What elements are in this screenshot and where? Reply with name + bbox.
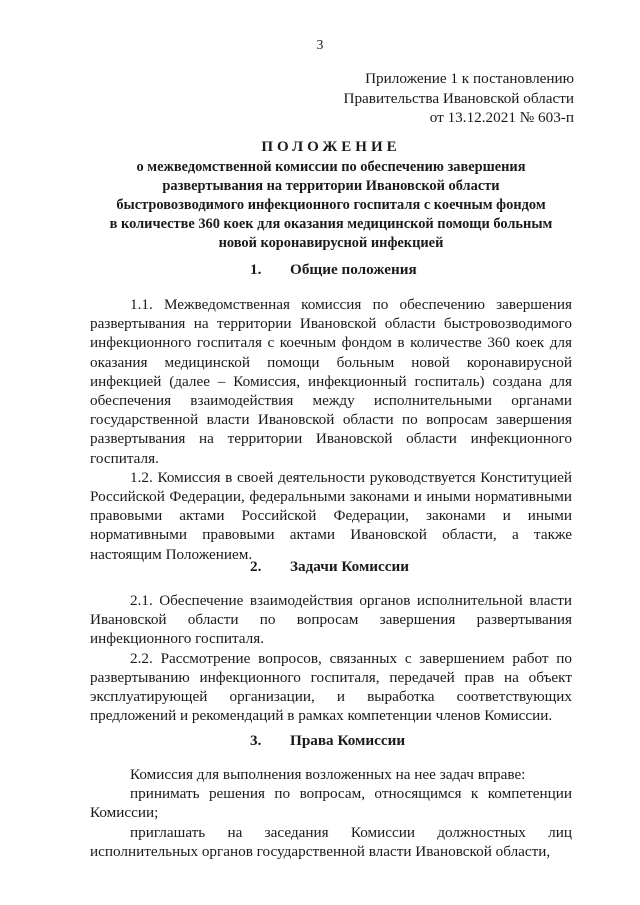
title-subtitle-line: новой коронавирусной инфекцией [218, 235, 444, 251]
paragraph: 1.2. Комиссия в своей деятельности руководствуется Конституцией Российской Федерации, федеральными законами и иными нормативными правовыми актами Российской Федерации, законами и иными нормативными правовыми актами Ивановской области, а также настоящим Положением. [90, 468, 572, 563]
section-body-tasks [90, 591, 572, 725]
page-number: 3 [316, 37, 324, 52]
section-heading-text: Общие положения [290, 261, 417, 278]
document-title [90, 138, 572, 253]
title-main: ПОЛОЖЕНИЕ [261, 139, 401, 155]
title-subtitle-line: в количестве 360 коек для оказания медицинской помощи больным [109, 216, 553, 232]
section-heading-text: Задачи Комиссии [290, 558, 410, 575]
appendix-line: от 13.12.2021 № 603-п [429, 109, 574, 126]
appendix-reference [300, 69, 574, 128]
paragraph: 2.1. Обеспечение взаимодействия органов исполнительной власти Ивановской области по вопросам завершения развертывания инфекционного госпиталя. [90, 592, 572, 648]
section-body-general [90, 295, 572, 564]
paragraph: принимать решения по вопросам, относящимся к компетенции Комиссии; [90, 785, 572, 822]
title-subtitle-line: о межведомственной комиссии по обеспечению завершения [136, 159, 526, 175]
paragraph: Комиссия для выполнения возложенных на нее задач вправе: [130, 766, 526, 783]
title-subtitle-line: быстровозводимого инфекционного госпиталя с коечным фондом [116, 197, 546, 213]
section-heading-text: Права Комиссии [290, 732, 406, 749]
section-number: 3. [250, 732, 262, 749]
section-number: 2. [250, 558, 262, 575]
section-number: 1. [250, 261, 262, 278]
paragraph: 1.1. Межведомственная комиссия по обеспечению завершения развертывания на территории Ивановской области быстровозводимого инфекционного госпиталя с коечным фондом в количестве 360 коек для оказания медицинской помощи больным новой коронавирусной инфекцией (далее – Комиссия, инфекционный госпиталь) создана для обеспечения взаимодействия между исполнительными органами государственной власти Ивановской области по вопросам завершения развертывания на территории Ивановской области инфекционного госпиталя. [90, 296, 572, 467]
section-body-rights [90, 765, 572, 861]
title-subtitle-line: развертывания на территории Ивановской области [162, 178, 500, 194]
appendix-line: Правительства Ивановской области [343, 89, 574, 107]
paragraph: приглашать на заседания Комиссии должностных лиц исполнительных органов государственной власти Ивановской области, [90, 823, 572, 860]
paragraph: 2.2. Рассмотрение вопросов, связанных с завершением работ по развертыванию инфекционного госпиталя, передачей прав на объект эксплуатирующей организации, и выработка соответствующих предложений и рекомендаций в рамках компетенции членов Комиссии. [90, 649, 572, 725]
appendix-line: Приложение 1 к постановлению [365, 70, 574, 87]
